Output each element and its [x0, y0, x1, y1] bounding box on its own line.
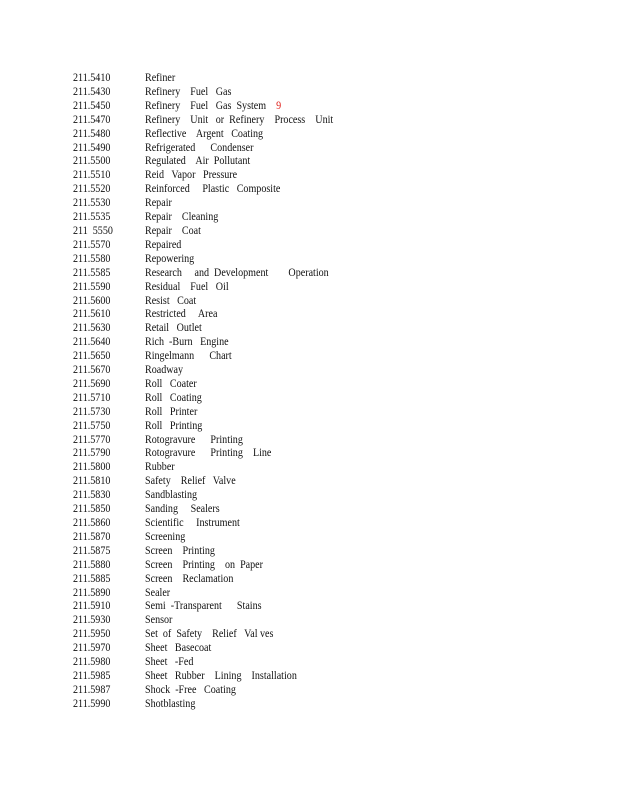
section-number: 211.5970	[73, 642, 111, 655]
section-number: 211.5980	[73, 656, 111, 669]
defined-term-text: Scientific Instrument	[145, 517, 240, 529]
section-number: 211 5550	[73, 224, 113, 237]
defined-term	[145, 86, 231, 100]
defined-term	[145, 239, 181, 253]
defined-term	[145, 406, 197, 420]
section-number: 211.5510	[73, 169, 111, 182]
defined-term-text: Ringelmann Chart	[145, 350, 232, 363]
defined-term-text: Repair Cleaning	[145, 211, 219, 224]
defined-term	[145, 517, 240, 531]
defined-term-text: Residual Fuel Oil	[145, 280, 229, 293]
section-number: 211.5500	[73, 155, 111, 168]
defined-term	[145, 642, 211, 656]
section-number: 211.5490	[73, 141, 111, 154]
defined-term-text: Set of Safety Relief Val ves	[145, 628, 274, 641]
defined-term	[145, 308, 217, 322]
section-number: 211.5910	[73, 600, 111, 613]
section-number: 211.5985	[73, 669, 111, 682]
defined-term-text: Sheet Basecoat	[145, 642, 212, 655]
section-number: 211.5650	[73, 350, 111, 363]
defined-term	[145, 100, 281, 114]
section-number: 211.5480	[73, 127, 111, 140]
defined-term	[145, 142, 253, 156]
defined-term-text: Sensor	[145, 614, 173, 627]
section-number: 211.5530	[73, 197, 111, 210]
defined-term	[145, 573, 233, 587]
defined-term-text: Reid Vapor Pressure	[145, 169, 238, 182]
defined-term-text: Refinery Fuel Gas System	[145, 99, 267, 112]
defined-term	[145, 434, 243, 448]
section-number: 211.5790	[73, 447, 111, 460]
section-number: 211.5880	[73, 558, 111, 571]
defined-term-text: Retail Outlet	[145, 322, 202, 335]
defined-term	[145, 322, 202, 336]
defined-term	[145, 628, 273, 642]
section-number: 211.5470	[73, 113, 111, 126]
section-number: 211.5600	[73, 294, 111, 307]
defined-term	[145, 600, 262, 614]
section-number: 211.5570	[73, 238, 111, 251]
defined-term	[145, 559, 263, 573]
defined-term-text: Refiner	[145, 72, 176, 84]
defined-term-text: Sanding Sealers	[145, 503, 220, 516]
defined-term	[145, 183, 280, 197]
defined-term-text: Repowering	[145, 252, 195, 265]
section-number: 211.5670	[73, 364, 111, 377]
defined-term-text: Repaired	[145, 238, 182, 251]
defined-term	[145, 128, 263, 142]
section-number: 211.5535	[73, 211, 111, 224]
section-number: 211.5850	[73, 503, 111, 516]
defined-term	[145, 503, 220, 517]
section-number: 211.5580	[73, 252, 111, 265]
defined-term-text: Resist Coat	[145, 294, 197, 307]
defined-term	[145, 698, 195, 712]
defined-term	[145, 461, 175, 475]
defined-term-text: Screen Printing	[145, 544, 215, 557]
section-number: 211.5870	[73, 530, 111, 543]
defined-term-text: Screen Printing on Paper	[145, 558, 264, 571]
defined-term	[145, 475, 236, 489]
defined-term	[145, 211, 218, 225]
defined-term-text: Research and Development Operation	[145, 266, 329, 279]
annotation-marker: 9	[276, 99, 282, 112]
defined-term	[145, 545, 215, 559]
section-number: 211.5890	[73, 586, 111, 599]
defined-term-text: Roll Printing	[145, 419, 203, 432]
defined-term	[145, 670, 297, 684]
section-number: 211.5520	[73, 183, 111, 196]
defined-term	[145, 197, 172, 211]
defined-term-text: Roadway	[145, 364, 184, 377]
defined-term-text: Sheet -Fed	[145, 656, 194, 669]
defined-term-text: Refrigerated Condenser	[145, 141, 254, 154]
section-number: 211.5860	[73, 517, 111, 529]
defined-term-text: Reflective Argent Coating	[145, 127, 264, 140]
defined-term	[145, 114, 333, 128]
defined-term-text: Reinforced Plastic Composite	[145, 183, 281, 196]
defined-term-text: Refinery Unit or Refinery Process Unit	[145, 113, 334, 126]
section-number: 211.5690	[73, 377, 111, 390]
section-number: 211.5810	[73, 475, 111, 488]
defined-term	[145, 169, 237, 183]
section-number: 211.5590	[73, 280, 111, 293]
section-number: 211.5630	[73, 322, 111, 335]
defined-term	[145, 350, 232, 364]
defined-term-text: Rotogravure Printing	[145, 433, 243, 446]
section-number: 211.5930	[73, 614, 111, 627]
defined-term-text: Shotblasting	[145, 697, 196, 710]
defined-term-text: Screen Reclamation	[145, 572, 234, 585]
defined-term-text: Rubber	[145, 461, 175, 474]
defined-term-text: Screening	[145, 530, 186, 543]
defined-term	[145, 336, 229, 350]
defined-term-text: Safety Relief Valve	[145, 475, 236, 488]
defined-term-text: Roll Printer	[145, 405, 198, 418]
defined-term-text: Restricted Area	[145, 308, 218, 321]
defined-term-text: Refinery Fuel Gas	[145, 85, 232, 98]
defined-term-text: Repair Coat	[145, 224, 201, 237]
defined-term	[145, 378, 197, 392]
section-number: 211.5885	[73, 572, 111, 585]
defined-term	[145, 295, 196, 309]
section-number: 211.5800	[73, 461, 111, 474]
defined-term-text: Roll Coating	[145, 391, 202, 404]
defined-term	[145, 155, 250, 169]
defined-term	[145, 531, 185, 545]
defined-term-text: Shock -Free Coating	[145, 683, 236, 696]
defined-term-text: Rich -Burn Engine	[145, 336, 229, 349]
defined-term-text: Sandblasting	[145, 489, 198, 502]
section-number: 211.5450	[73, 99, 111, 112]
section-number: 211.5730	[73, 405, 111, 418]
defined-term	[145, 364, 183, 378]
defined-term	[145, 489, 197, 503]
section-number: 211.5610	[73, 308, 111, 321]
section-number: 211.5875	[73, 544, 111, 557]
defined-term	[145, 614, 172, 628]
defined-term-text: Repair	[145, 197, 172, 210]
defined-term	[145, 392, 202, 406]
section-number: 211.5987	[73, 683, 111, 696]
section-number: 211.5830	[73, 489, 111, 502]
defined-term-text: Sealer	[145, 586, 171, 599]
defined-term	[145, 72, 175, 86]
section-number: 211.5640	[73, 336, 111, 349]
defined-term-text: Rotogravure Printing Line	[145, 447, 272, 460]
defined-term	[145, 225, 201, 239]
section-number: 211.5950	[73, 628, 111, 641]
defined-term	[145, 420, 202, 434]
defined-term	[145, 656, 193, 670]
defined-term-text: Semi -Transparent Stains	[145, 600, 262, 613]
defined-term	[145, 447, 271, 461]
defined-term	[145, 587, 170, 601]
section-number: 211.5710	[73, 391, 111, 404]
defined-term	[145, 253, 194, 267]
defined-term-text: Regulated Air Pollutant	[145, 155, 251, 168]
section-number: 211.5585	[73, 266, 111, 279]
defined-term	[145, 281, 229, 295]
section-number: 211.5430	[73, 85, 111, 98]
section-number: 211.5410	[73, 72, 111, 84]
section-number: 211.5770	[73, 433, 111, 446]
defined-term-text: Roll Coater	[145, 377, 197, 390]
defined-term	[145, 267, 329, 281]
defined-term-text: Sheet Rubber Lining Installation	[145, 669, 297, 682]
section-number: 211.5990	[73, 697, 111, 710]
defined-term	[145, 684, 236, 698]
section-number: 211.5750	[73, 419, 111, 432]
